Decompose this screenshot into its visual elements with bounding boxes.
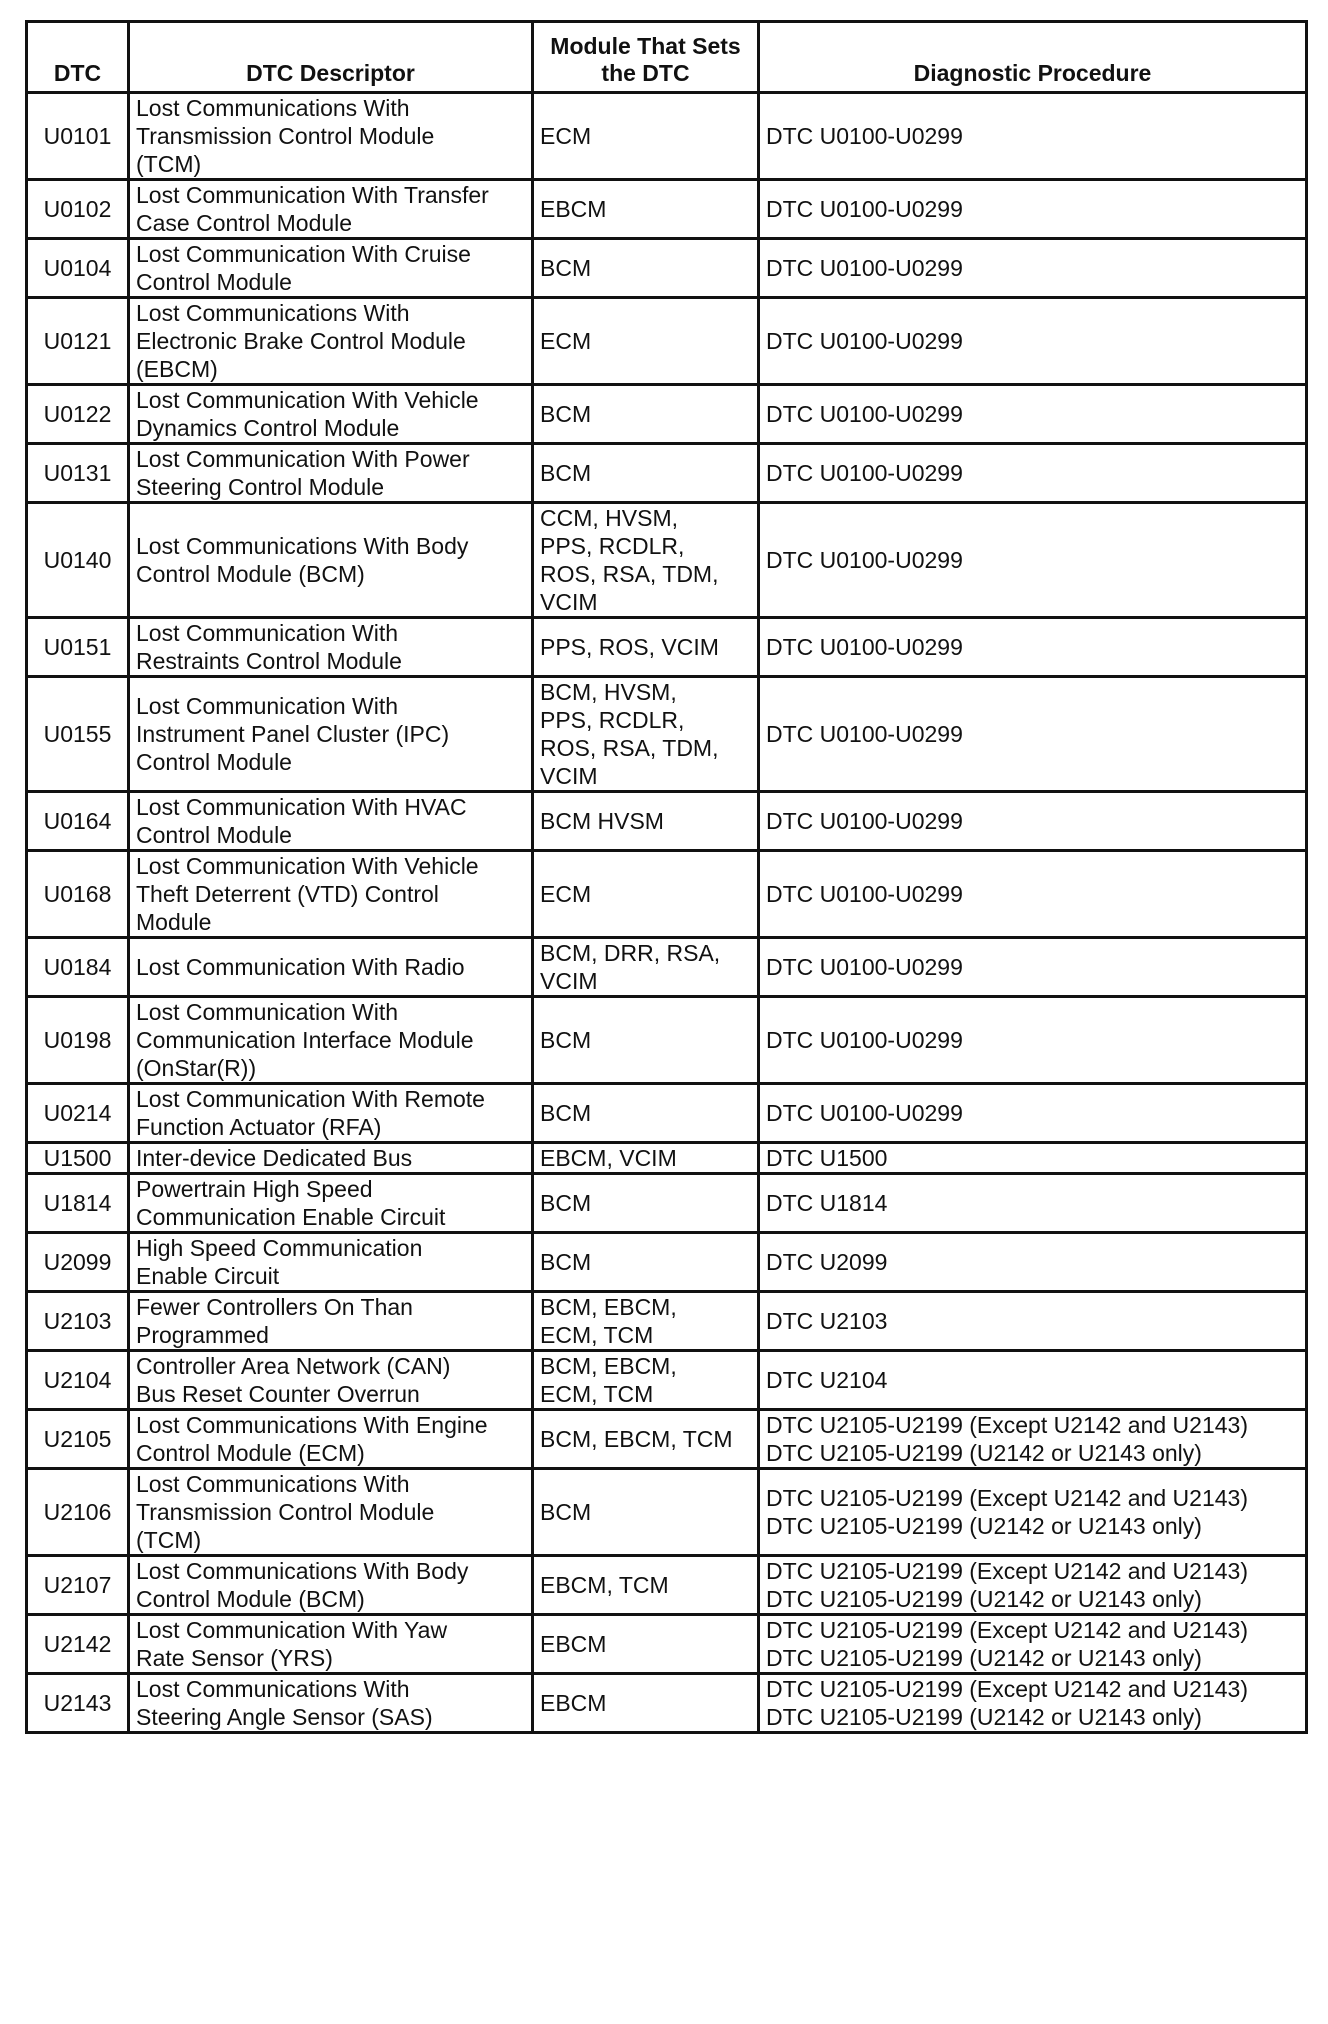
cell-line: Lost Communication With [136,999,399,1025]
cell-line: ROS, RSA, TDM, [540,561,719,587]
cell-line: DTC U2105-U2199 (Except U2142 and U2143) [766,1558,1248,1584]
module-cell [533,1084,759,1143]
dtc-descriptor-cell [129,1469,533,1556]
table-row [27,444,1307,503]
cell-line: BCM, EBCM, [540,1353,677,1379]
cell-line: DTC U0100-U0299 [766,808,963,834]
dtc-code-cell: U0102 [27,180,129,239]
dtc-code-cell: U1814 [27,1174,129,1233]
module-cell [533,1556,759,1615]
diagnostic-procedure-cell [759,239,1307,298]
cell-line: DTC U0100-U0299 [766,196,963,222]
cell-line: DTC U0100-U0299 [766,547,963,573]
diagnostic-procedure-cell [759,1556,1307,1615]
cell-line: EBCM [540,1690,607,1716]
dtc-code-cell: U0155 [27,677,129,792]
diagnostic-procedure-cell [759,298,1307,385]
cell-line: Programmed [136,1322,269,1348]
cell-line: EBCM, VCIM [540,1145,677,1171]
cell-line: Function Actuator (RFA) [136,1114,382,1140]
cell-line: DTC U0100-U0299 [766,328,963,354]
diagnostic-procedure-cell [759,792,1307,851]
table-row [27,1233,1307,1292]
dtc-descriptor-cell [129,1292,533,1351]
cell-line: BCM [540,1499,592,1525]
dtc-descriptor-cell [129,503,533,618]
module-cell [533,618,759,677]
cell-line: Electronic Brake Control Module [136,328,466,354]
cell-line: Controller Area Network (CAN) [136,1353,451,1379]
cell-line: Control Module [136,822,292,848]
table-row [27,1410,1307,1469]
cell-line: ECM, TCM [540,1322,654,1348]
module-cell [533,1174,759,1233]
diagnostic-procedure-cell [759,385,1307,444]
dtc-code-cell: U2103 [27,1292,129,1351]
diagnostic-procedure-cell [759,1174,1307,1233]
dtc-descriptor-cell [129,385,533,444]
cell-line: Communication Interface Module [136,1027,474,1053]
cell-line: (TCM) [136,151,202,177]
dtc-code-cell: U2105 [27,1410,129,1469]
table-row [27,1174,1307,1233]
module-cell [533,503,759,618]
dtc-descriptor-cell [129,1410,533,1469]
module-cell [533,180,759,239]
cell-line: Lost Communication With Yaw [136,1617,448,1643]
dtc-descriptor-cell [129,298,533,385]
table-row [27,1469,1307,1556]
dtc-code-cell: U0164 [27,792,129,851]
table-row [27,677,1307,792]
table-row [27,1084,1307,1143]
diagnostic-procedure-cell [759,938,1307,997]
module-cell [533,1143,759,1174]
module-cell [533,1410,759,1469]
table-row [27,503,1307,618]
dtc-code-cell: U0140 [27,503,129,618]
cell-line: DTC U0100-U0299 [766,721,963,747]
diagnostic-procedure-cell [759,1410,1307,1469]
cell-line: DTC U2105-U2199 (U2142 or U2143 only) [766,1704,1202,1730]
dtc-code-cell: U0198 [27,997,129,1084]
cell-line: DTC U0100-U0299 [766,1100,963,1126]
module-cell [533,1351,759,1410]
cell-line: VCIM [540,763,598,789]
cell-line: DTC U0100-U0299 [766,881,963,907]
cell-line: High Speed Communication [136,1235,423,1261]
cell-line: Restraints Control Module [136,648,402,674]
header-module: Module That Sets the DTC [533,22,759,93]
cell-line: BCM [540,460,592,486]
cell-line: DTC U2105-U2199 (U2142 or U2143 only) [766,1586,1202,1612]
diagnostic-procedure-cell [759,618,1307,677]
dtc-descriptor-cell [129,1174,533,1233]
dtc-descriptor-cell [129,677,533,792]
cell-line: Control Module [136,749,292,775]
module-cell [533,1292,759,1351]
cell-line: Lost Communications With Body [136,533,469,559]
dtc-code-cell: U2107 [27,1556,129,1615]
header-dtc: DTC [27,22,129,93]
cell-line: Case Control Module [136,210,353,236]
dtc-descriptor-cell [129,1615,533,1674]
table-row [27,298,1307,385]
diagnostic-procedure-cell [759,444,1307,503]
cell-line: ROS, RSA, TDM, [540,735,719,761]
cell-line: BCM [540,1027,592,1053]
cell-line: EBCM, TCM [540,1572,669,1598]
cell-line: BCM, HVSM, [540,679,677,705]
module-cell [533,1469,759,1556]
cell-line: DTC U2105-U2199 (Except U2142 and U2143) [766,1485,1248,1511]
cell-line: ECM, TCM [540,1381,654,1407]
cell-line: Module [136,909,212,935]
diagnostic-procedure-cell [759,1469,1307,1556]
header-row [27,22,1307,93]
cell-line: VCIM [540,589,598,615]
cell-line: Lost Communication With Transfer [136,182,489,208]
cell-line: Theft Deterrent (VTD) Control [136,881,439,907]
cell-line: DTC U1814 [766,1190,888,1216]
dtc-descriptor-cell [129,792,533,851]
diagnostic-procedure-cell [759,180,1307,239]
table-row [27,792,1307,851]
diagnostic-procedure-cell [759,851,1307,938]
table-row [27,385,1307,444]
cell-line: DTC U2103 [766,1308,888,1334]
cell-line: Transmission Control Module [136,1499,435,1525]
cell-line: Lost Communications With Body [136,1558,469,1584]
cell-line: Lost Communications With [136,1471,410,1497]
cell-line: Bus Reset Counter Overrun [136,1381,420,1407]
dtc-descriptor-cell [129,1556,533,1615]
dtc-descriptor-cell [129,997,533,1084]
cell-line: DTC U2104 [766,1367,888,1393]
diagnostic-procedure-cell [759,503,1307,618]
diagnostic-procedure-cell [759,1615,1307,1674]
table-row [27,93,1307,180]
dtc-descriptor-cell [129,444,533,503]
cell-line: Steering Angle Sensor (SAS) [136,1704,433,1730]
module-cell [533,1674,759,1733]
cell-line: BCM, EBCM, TCM [540,1426,733,1452]
module-cell [533,298,759,385]
diagnostic-procedure-cell [759,1351,1307,1410]
dtc-code-cell: U1500 [27,1143,129,1174]
cell-line: BCM [540,1190,592,1216]
cell-line: Lost Communication With [136,693,399,719]
dtc-descriptor-cell [129,1233,533,1292]
cell-line: DTC U0100-U0299 [766,123,963,149]
cell-line: Lost Communications With Engine [136,1412,488,1438]
diagnostic-procedure-cell [759,1674,1307,1733]
dtc-code-cell: U2142 [27,1615,129,1674]
table-row [27,1674,1307,1733]
table-row [27,1556,1307,1615]
table-row [27,1143,1307,1174]
cell-line: DTC U2105-U2199 (U2142 or U2143 only) [766,1513,1202,1539]
cell-line: Lost Communication With [136,620,399,646]
diagnostic-procedure-cell [759,677,1307,792]
cell-line: DTC U0100-U0299 [766,401,963,427]
dtc-table [25,20,1308,1734]
table-row [27,1292,1307,1351]
dtc-table-header [27,22,1307,93]
table-row [27,1615,1307,1674]
cell-line: Lost Communication With Vehicle [136,387,479,413]
cell-line: Lost Communication With Vehicle [136,853,479,879]
header-diagnostic-procedure: Diagnostic Procedure [759,22,1307,93]
module-cell [533,1615,759,1674]
module-cell [533,1233,759,1292]
dtc-descriptor-cell [129,1084,533,1143]
diagnostic-procedure-cell [759,1143,1307,1174]
dtc-code-cell: U2104 [27,1351,129,1410]
diagnostic-procedure-cell [759,997,1307,1084]
cell-line: BCM [540,1100,592,1126]
cell-line: Control Module (ECM) [136,1440,365,1466]
cell-line: DTC U0100-U0299 [766,460,963,486]
cell-line: DTC U0100-U0299 [766,634,963,660]
cell-line: Communication Enable Circuit [136,1204,446,1230]
module-cell [533,997,759,1084]
cell-line: Lost Communication With HVAC [136,794,467,820]
cell-line: PPS, ROS, VCIM [540,634,719,660]
module-cell [533,938,759,997]
dtc-descriptor-cell [129,851,533,938]
cell-line: EBCM [540,1631,607,1657]
cell-line: DTC U2105-U2199 (Except U2142 and U2143) [766,1412,1248,1438]
cell-line: Lost Communication With Radio [136,954,465,980]
table-row [27,938,1307,997]
dtc-code-cell: U0122 [27,385,129,444]
cell-line: Powertrain High Speed [136,1176,373,1202]
cell-line: EBCM [540,196,607,222]
table-row [27,239,1307,298]
module-cell [533,93,759,180]
dtc-descriptor-cell [129,180,533,239]
cell-line: BCM, EBCM, [540,1294,677,1320]
cell-line: BCM [540,1249,592,1275]
dtc-descriptor-cell [129,1674,533,1733]
cell-line: Lost Communications With [136,300,410,326]
header-dtc-descriptor: DTC Descriptor [129,22,533,93]
cell-line: DTC U2105-U2199 (Except U2142 and U2143) [766,1617,1248,1643]
cell-line: Fewer Controllers On Than [136,1294,413,1320]
cell-line: BCM HVSM [540,808,664,834]
dtc-code-cell: U0104 [27,239,129,298]
cell-line: Transmission Control Module [136,123,435,149]
cell-line: VCIM [540,968,598,994]
cell-line: DTC U2105-U2199 (U2142 or U2143 only) [766,1645,1202,1671]
cell-line: Control Module [136,269,292,295]
diagnostic-procedure-cell [759,93,1307,180]
module-cell [533,239,759,298]
dtc-code-cell: U0214 [27,1084,129,1143]
cell-line: Lost Communication With Cruise [136,241,471,267]
cell-line: (OnStar(R)) [136,1055,257,1081]
cell-line: BCM [540,401,592,427]
dtc-code-cell: U2099 [27,1233,129,1292]
module-cell [533,792,759,851]
cell-line: Lost Communications With [136,1676,410,1702]
cell-line: Instrument Panel Cluster (IPC) [136,721,450,747]
module-cell [533,677,759,792]
table-row [27,851,1307,938]
diagnostic-procedure-cell [759,1292,1307,1351]
cell-line: DTC U1500 [766,1145,888,1171]
table-row [27,180,1307,239]
dtc-code-cell: U2143 [27,1674,129,1733]
cell-line: Steering Control Module [136,474,385,500]
cell-line: Lost Communications With [136,95,410,121]
table-row [27,997,1307,1084]
cell-line: Lost Communication With Power [136,446,470,472]
dtc-code-cell: U0168 [27,851,129,938]
dtc-code-cell: U0184 [27,938,129,997]
cell-line: Dynamics Control Module [136,415,400,441]
cell-line: Rate Sensor (YRS) [136,1645,333,1671]
dtc-code-cell: U2106 [27,1469,129,1556]
module-cell [533,385,759,444]
cell-line: BCM [540,255,592,281]
cell-line: DTC U2105-U2199 (Except U2142 and U2143) [766,1676,1248,1702]
cell-line: ECM [540,881,592,907]
module-cell [533,851,759,938]
diagnostic-procedure-cell [759,1084,1307,1143]
cell-line: DTC U0100-U0299 [766,954,963,980]
dtc-descriptor-cell [129,1143,533,1174]
cell-line: Lost Communication With Remote [136,1086,485,1112]
diagnostic-procedure-cell [759,1233,1307,1292]
cell-line: DTC U0100-U0299 [766,255,963,281]
dtc-code-cell: U0151 [27,618,129,677]
cell-line: DTC U2105-U2199 (U2142 or U2143 only) [766,1440,1202,1466]
dtc-descriptor-cell [129,239,533,298]
dtc-code-cell: U0131 [27,444,129,503]
cell-line: PPS, RCDLR, [540,533,685,559]
table-row [27,618,1307,677]
cell-line: ECM [540,123,592,149]
cell-line: DTC U2099 [766,1249,888,1275]
cell-line: Enable Circuit [136,1263,280,1289]
cell-line: ECM [540,328,592,354]
dtc-table-body [27,93,1307,1733]
dtc-document [25,20,1305,1734]
dtc-descriptor-cell [129,93,533,180]
dtc-code-cell: U0121 [27,298,129,385]
module-cell [533,444,759,503]
cell-line: Inter-device Dedicated Bus [136,1145,413,1171]
cell-line: CCM, HVSM, [540,505,678,531]
cell-line: (EBCM) [136,356,218,382]
cell-line: Control Module (BCM) [136,561,365,587]
dtc-descriptor-cell [129,938,533,997]
dtc-descriptor-cell [129,618,533,677]
table-row [27,1351,1307,1410]
dtc-code-cell: U0101 [27,93,129,180]
cell-line: (TCM) [136,1527,202,1553]
cell-line: PPS, RCDLR, [540,707,685,733]
cell-line: Control Module (BCM) [136,1586,365,1612]
cell-line: DTC U0100-U0299 [766,1027,963,1053]
cell-line: BCM, DRR, RSA, [540,940,721,966]
dtc-descriptor-cell [129,1351,533,1410]
